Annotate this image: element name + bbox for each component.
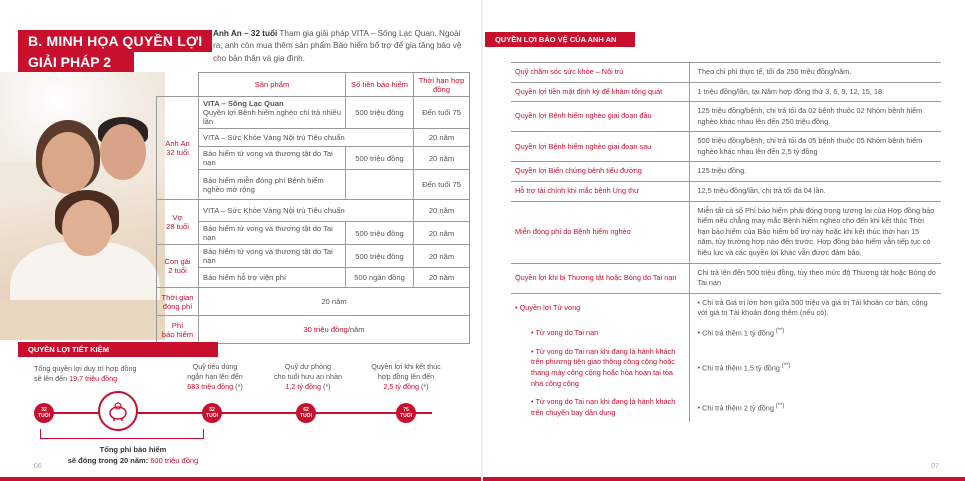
table-row (157, 316, 470, 344)
savings-col-4: Quyền lợi khi kết thúc hợp đồng lên đến 2,5 tỷ đồng (*) (371, 362, 441, 392)
benefit-name: Quyền lợi Biến chứng bệnh tiểu đường (511, 162, 689, 182)
benefit-value: • Chi trả thêm 1,5 tỷ đồng (**) (689, 343, 941, 393)
piggy-bank-icon (98, 391, 138, 431)
term-cell: Đến tuổi 75 (414, 170, 470, 200)
table-row (157, 147, 470, 170)
amount-cell (346, 170, 414, 200)
premium-bracket (40, 429, 204, 439)
product-cell: VITA – Sức Khỏe Vàng Nội trú Tiêu chuẩn (199, 129, 414, 147)
table-row (511, 162, 941, 182)
benefit-name: • Tử vong do Tai nạn (511, 323, 689, 343)
table-row (511, 293, 941, 323)
footer-bar (483, 477, 965, 481)
term-cell: 20 năm (414, 200, 470, 222)
savings-col-2: Quỹ tiêu dùng ngắn hạn lên đến 683 triệu đồng (*) (187, 362, 243, 392)
amount-cell: 500 ngàn đồng (346, 268, 414, 288)
intro-person: Anh An – 32 tuổi (213, 29, 278, 38)
product-cell: Bảo hiểm tử vong và thương tật do Tai nạn (199, 245, 346, 268)
header-product: Sản phẩm (199, 73, 346, 97)
benefit-name: Quỹ chăm sóc sức khỏe – Nội trú (511, 63, 689, 83)
product-cell: VITA – Sức Khỏe Vàng Nội trú Tiêu chuẩn (199, 200, 414, 222)
benefit-name: • Quyền lợi Tử vong (511, 293, 689, 323)
table-row (157, 97, 470, 129)
benefit-value: Chi trả lên đến 500 triệu đồng, tùy theo mức độ Thương tật hoặc Bỏng do Tai nạn (689, 263, 941, 293)
page-number: 06 (34, 463, 42, 470)
amount-cell: 500 triệu đồng (346, 222, 414, 245)
benefit-value: • Chi trả thêm 1 tỷ đồng (**) (689, 323, 941, 343)
benefit-value: 1 triệu đồng/lần, tại Năm hợp đồng thứ 3, 6, 9, 12, 15, 18. (689, 82, 941, 102)
fee-value: 30 triệu đồng/năm (199, 316, 470, 344)
table-row (511, 263, 941, 293)
savings-heading: QUYỀN LỢI TIẾT KIỆM (18, 342, 218, 357)
benefit-value: • Chi trả thêm 2 tỷ đồng (**) (689, 393, 941, 422)
table-row (511, 182, 941, 202)
benefit-value: 125 triệu đồng. (689, 162, 941, 182)
benefit-name: Quyền lợi khi bị Thương tật hoặc Bỏng do Tai nạn (511, 263, 689, 293)
table-row (157, 170, 470, 200)
group-label: Anh An 32 tuổi (157, 97, 199, 200)
table-row (511, 132, 941, 162)
intro-body: Tham gia giải pháp VITA – Sống Lạc Quan. Ngoài ra, anh còn mua thêm sản phẩm Bảo hiểm bổ trợ để gia tăng bảo vệ cho bản thân và gia đình. (213, 29, 462, 63)
table-row (157, 129, 470, 147)
header-amount: Số tiền bảo hiểm (346, 73, 414, 97)
plan-table (156, 72, 470, 344)
header-term: Thời hạn hợp đồng (414, 73, 470, 97)
group-label: Vợ 28 tuổi (157, 200, 199, 245)
total-premium: Tổng phí bảo hiểm sẽ đóng trong 20 năm: 600 triệu đồng (67, 445, 199, 465)
term-cell: Đến tuổi 75 (414, 97, 470, 129)
period-label: Thời gian đóng phí (157, 288, 199, 316)
page-number: 07 (931, 463, 939, 470)
age-marker: 32 TUỔI (34, 403, 54, 423)
term-cell: 20 năm (414, 129, 470, 147)
table-header-row (157, 73, 470, 97)
section-subtitle: GIẢI PHÁP 2 (18, 51, 134, 73)
term-cell: 20 năm (414, 222, 470, 245)
benefit-name: Quyền lợi Bệnh hiểm nghèo giai đoạn sau (511, 132, 689, 162)
table-row (511, 82, 941, 102)
benefit-name: Miễn đóng phí do Bệnh hiểm nghèo (511, 201, 689, 263)
benefit-value: 12,5 triệu đồng/lần, chi trả tối đa 04 lần. (689, 182, 941, 202)
group-label: Con gái 2 tuổi (157, 245, 199, 288)
benefit-name: • Tử vong do Tai nạn khi đang là hành khách trên phương tiện giao thông công cộng hoặc thang máy công cộng hoặc hỏa hoạn tại tòa nhà công cộng (511, 343, 689, 393)
fee-label: Phí bảo hiểm (157, 316, 199, 344)
table-row (157, 222, 470, 245)
period-value: 20 năm (199, 288, 470, 316)
amount-cell: 500 triệu đồng (346, 97, 414, 129)
age-marker: 75 TUỔI (396, 403, 416, 423)
age-marker: 52 TUỔI (202, 403, 222, 423)
table-row (157, 245, 470, 268)
table-row (511, 63, 941, 83)
benefit-heading: QUYỀN LỢI BẢO VỆ CỦA ANH AN (485, 32, 635, 47)
family-photo (0, 72, 165, 340)
benefit-table (511, 62, 941, 422)
product-cell: Bảo hiểm tử vong và thương tật do Tai nạn (199, 147, 346, 170)
term-cell: 20 năm (414, 245, 470, 268)
term-cell: 20 năm (414, 268, 470, 288)
table-row (511, 393, 941, 422)
intro-text (213, 28, 468, 65)
table-row (511, 343, 941, 393)
benefit-value: 500 triệu đồng/bệnh, chi trả tối đa 05 bệnh thuộc 05 Nhóm bệnh hiểm nghèo khác nhau lên đến 2,5 tỷ đồng (689, 132, 941, 162)
table-row (511, 201, 941, 263)
benefit-value: 125 triệu đồng/bệnh, chi trả tối đa 02 bệnh thuộc 02 Nhóm bệnh hiểm nghèo khác nhau lên đến 250 triệu đồng. (689, 102, 941, 132)
term-cell: 20 năm (414, 147, 470, 170)
product-cell: VITA – Sống Lạc Quan Quyền lợi Bệnh hiểm nghèo chi trả nhiều lần (199, 97, 346, 129)
left-page (0, 0, 482, 481)
benefit-value: Theo chi phí thực tế, tối đa 250 triệu đồng/năm. (689, 63, 941, 83)
footer-bar (0, 477, 482, 481)
benefit-value: • Chi trả Giá trị lớn hơn giữa 500 triệu và giá trị Tài khoản cơ bản, cộng với giá trị Tài khoản đóng thêm (nếu có). (689, 293, 941, 323)
benefit-value: Miễn tất cả số Phí bảo hiểm phải đóng trong tương lai của Hợp đồng bảo hiểm nếu chẳng may mắc Bệnh hiểm nghèo cho đến khi kết thúc Thời hạn bảo hiểm của Bảo hiểm bổ trợ này hoặc khi kết thúc thời hạn 15 năm, tùy trường hợp nào đến trước. Hợp đồng bảo hiểm vẫn tiếp tục có hiệu lực và các quyền lợi khác vẫn được đảm bảo. (689, 201, 941, 263)
product-cell: Bảo hiểm miễn đóng phí Bệnh hiểm nghèo mở rộng (199, 170, 346, 200)
age-marker: 62 TUỔI (296, 403, 316, 423)
product-cell: Bảo hiểm hỗ trợ viện phí (199, 268, 346, 288)
savings-timeline (34, 412, 432, 414)
table-row (157, 268, 470, 288)
table-row (157, 288, 470, 316)
right-page (483, 0, 965, 481)
benefit-name: Quyền lợi Bệnh hiểm nghèo giai đoạn đầu (511, 102, 689, 132)
table-row (157, 200, 470, 222)
benefit-name: Quyền lợi tiền mặt định kỳ để khám tổng quát (511, 82, 689, 102)
section-title: B. MINH HỌA QUYỀN LỢI (18, 30, 212, 52)
savings-col-1: Tổng quyền lợi duy trì hợp đồng sẽ lên đến 19,7 triệu đồng (34, 364, 137, 384)
table-row (511, 102, 941, 132)
amount-cell: 500 triệu đồng (346, 245, 414, 268)
savings-col-3: Quỹ dự phòng cho tuổi hưu an nhàn 1,2 tỷ đồng (*) (274, 362, 342, 392)
table-row (511, 323, 941, 343)
benefit-name: • Tử vong do Tai nạn khi đang là hành khách trên chuyến bay dân dụng (511, 393, 689, 422)
benefit-name: Hỗ trợ tài chính khi mắc bệnh Ung thư (511, 182, 689, 202)
amount-cell: 500 triệu đồng (346, 147, 414, 170)
product-cell: Bảo hiểm tử vong và thương tật do Tai nạn (199, 222, 346, 245)
